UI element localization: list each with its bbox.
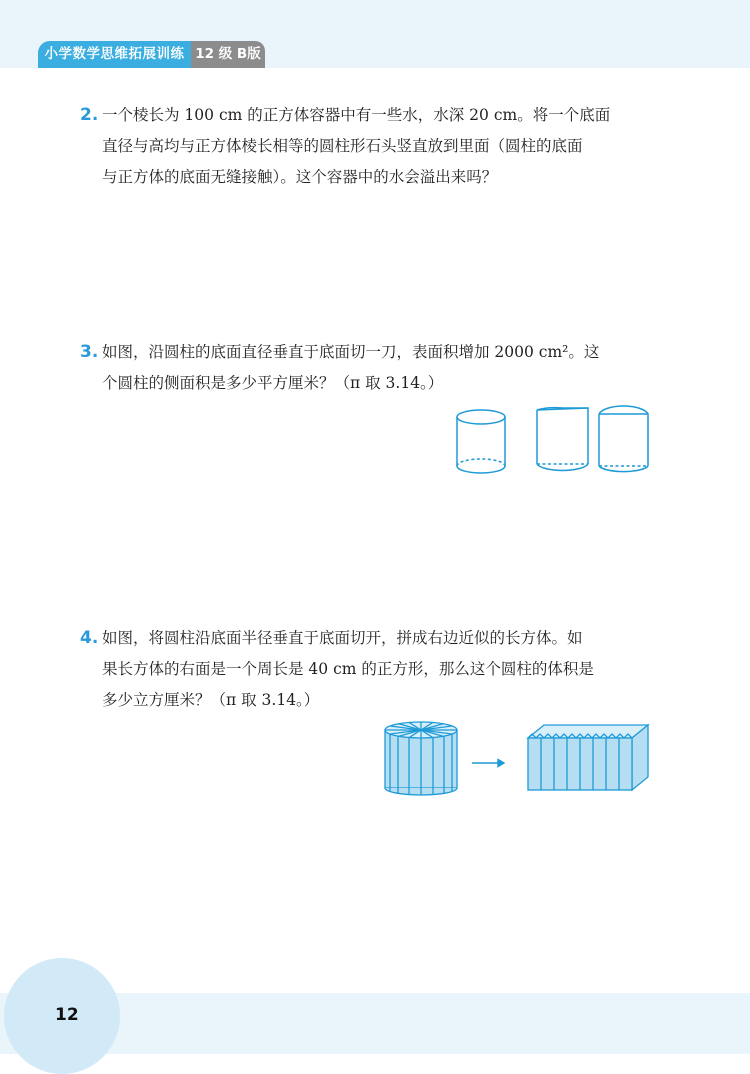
problem-number: 4. — [80, 628, 99, 648]
grade-label: 12 级 B版 — [191, 41, 265, 68]
problem-4 — [80, 623, 670, 716]
problem-text: 多少立方厘米？（π 取 3.14。） — [102, 691, 320, 709]
whole-cylinder-icon — [457, 410, 505, 473]
problem-line — [80, 100, 670, 131]
problem-text: 直径与高均与正方体棱长相等的圆柱形石头竖直放到里面（圆柱的底面 — [102, 137, 583, 155]
page-number: 12 — [55, 1005, 79, 1025]
cylinder-cut-figure — [448, 400, 658, 480]
problem-number: 2. — [80, 105, 99, 125]
left-half-cylinder-icon — [537, 408, 588, 471]
problem-text: 一个棱长为 100 cm 的正方体容器中有一些水，水深 20 cm。将一个底面 — [102, 106, 611, 124]
problem-3 — [80, 337, 670, 399]
problem-text: 如图，沿圆柱的底面直径垂直于底面切一刀，表面积增加 2000 cm²。这 — [102, 343, 600, 361]
problem-2 — [80, 100, 670, 193]
problem-text: 果长方体的右面是一个周长是 40 cm 的正方形，那么这个圆柱的体积是 — [102, 660, 594, 678]
problem-text: 与正方体的底面无缝接触）。这个容器中的水会溢出来吗？ — [102, 168, 498, 186]
problem-line — [80, 623, 670, 654]
right-half-cylinder-icon — [599, 406, 648, 472]
problem-line — [80, 337, 670, 368]
right-arrow-icon — [472, 760, 504, 767]
segmented-cylinder-icon — [385, 722, 457, 795]
problem-text: 如图，将圆柱沿底面半径垂直于底面切开，拼成右边近似的长方体。如 — [102, 629, 583, 647]
problem-text: 个圆柱的侧面积是多少平方厘米？（π 取 3.14。） — [102, 374, 444, 392]
problem-number: 3. — [80, 342, 99, 362]
series-title: 小学数学思维拓展训练 — [38, 41, 191, 68]
cylinder-to-cuboid-figure — [380, 718, 660, 798]
approx-cuboid-icon — [528, 725, 648, 790]
